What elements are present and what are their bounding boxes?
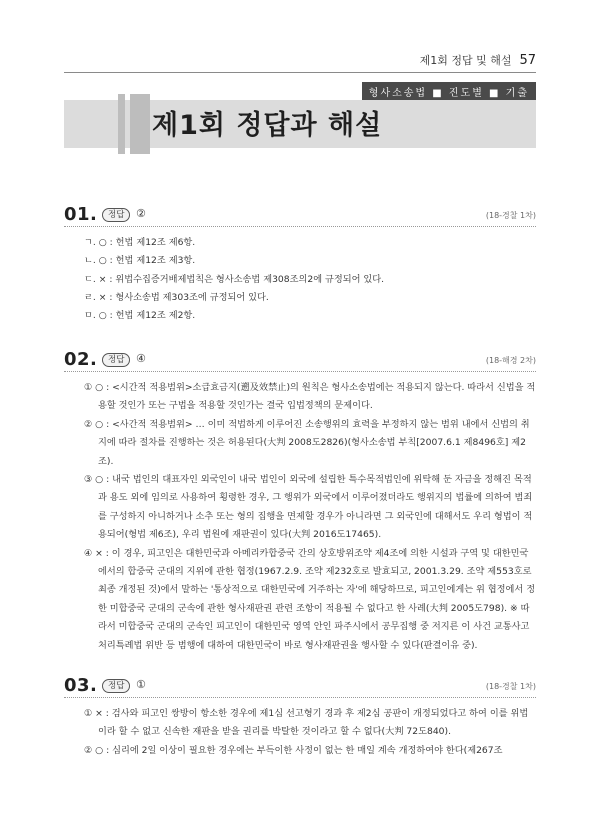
answer-badge: 정답 bbox=[102, 208, 130, 222]
explanation-item: ① × : 검사와 피고인 쌍방이 항소한 경우에 제1심 선고형기 경과 후 제2심 공판이 개정되었다고 하여 이를 위법이라 할 수 없고 신속한 재판을 받을 권리를 박탈한 것이라고 할 수 없다(大判 72도840). bbox=[84, 708, 529, 738]
running-head bbox=[420, 52, 536, 68]
explanation-item: ㅁ. ○ : 헌법 제12조 제2항. bbox=[84, 310, 196, 322]
question-01 bbox=[64, 204, 536, 324]
title-accent-bar-small bbox=[118, 94, 125, 154]
question-number: 02. bbox=[64, 349, 98, 370]
explanation-list bbox=[84, 234, 536, 325]
question-03 bbox=[64, 675, 536, 825]
question-header bbox=[64, 349, 536, 373]
explanation-item: ② ○ : 심리에 2일 이상이 필요한 경우에는 부득이한 사정이 없는 한 매일 계속 개정하여야 한다(제267조 bbox=[84, 744, 503, 756]
chapter-title: 제1회 정답과 해설 bbox=[152, 110, 383, 141]
question-source: (18-경찰 1차) bbox=[485, 682, 536, 691]
answer-value: ④ bbox=[136, 352, 146, 365]
header-rule bbox=[64, 72, 536, 73]
answer-badge: 정답 bbox=[102, 353, 130, 367]
subject-tag: 형사소송법 ■ 진도별 ■ 기출 bbox=[362, 82, 536, 101]
explanation-item: ㄱ. ○ : 헌법 제12조 제6항. bbox=[84, 237, 196, 248]
question-divider bbox=[64, 226, 536, 227]
question-header bbox=[64, 675, 536, 699]
question-number: 01. bbox=[64, 204, 98, 225]
explanation-item: ② ○ : <사간적 적용범위> … 이미 적법하게 이루어진 소송행위의 효력을 부정하지 않는 범위 내에서 신법의 취지에 따라 절차를 진행하는 것은 허용된다(大判 2008도2826)(형사소송법 부칙[2007.6.1 제8496호] 제2조). bbox=[84, 418, 530, 467]
question-source: (18-해경 2차) bbox=[485, 356, 536, 365]
answer-badge: 정답 bbox=[102, 679, 130, 693]
page-number: 57 bbox=[519, 53, 536, 68]
answer-value: ② bbox=[136, 207, 146, 220]
explanation-item: ③ ○ : 내국 법인의 대표자인 외국인이 내국 법인이 외국에 설립한 특수목적법인에 위탁해 둔 자금을 정해진 목적과 용도 외에 임의로 사용하여 횡령한 경우, 그 행위가 외국에서 이루어졌더라도 행위지의 법률에 의하여 범죄를 구성하지 아니하거나 소추 또는 형의 집행을 면제할 경우가 아니라면 그 외국인에 대해서도 우리 형법이 적용되어(형법 제6조), 우리 법원에 재판권이 있다(大判 2016도17465). bbox=[84, 474, 533, 541]
explanation-item: ㄹ. × : 형사소송법 제303조에 규정되어 있다. bbox=[84, 291, 269, 303]
question-divider bbox=[64, 371, 536, 372]
explanation-list bbox=[84, 379, 536, 655]
explanation-item: ㄷ. × : 위법수집증거배제법칙은 형사소송법 제308조의2에 규정되어 있다. bbox=[84, 273, 385, 285]
explanation-item: ① ○ : <시간적 적용범위>소급효금지(遡及效禁止)의 원칙은 형사소송법에는 적용되지 않는다. 따라서 신법을 적용할 것인가 또는 구법을 적용할 것인가는 결국 입법정책의 문제이다. bbox=[84, 382, 536, 412]
explanation-item: ㄴ. ○ : 헌법 제12조 제3항. bbox=[84, 255, 196, 267]
question-source: (18-경찰 1차) bbox=[485, 211, 536, 220]
explanation-item: ④ × : 이 경우, 피고인은 대한민국과 아메리카합중국 간의 상호방위조약 제4조에 의한 시설과 구역 및 대한민국에서의 합중국 군대의 지위에 관한 협정(1967.2.9. 조약 제232호로 발효되고, 2001.3.29. 조약 제553호로 최종 개정된 것)에서 말하는 '통상적으로 대한민국에 거주하는 자'에 해당하므로, 피고인에게는 위 협정에서 정한 미합중국 군대의 군속에 관한 형사재판권 관련 조항이 적용될 수 없다고 한 사례(大判 2005도798). ※ 따라서 미합중국 군대의 군속인 피고인이 대한민국 영역 안인 파주시에서 공무집행 중 저지른 이 사건 교통사고처리특례법 위반 등 범행에 대하여 대한민국이 바로 형사재판권을 행사할 수 있다(판결이유 중). bbox=[84, 547, 536, 651]
question-02 bbox=[64, 349, 536, 649]
question-number: 03. bbox=[64, 675, 98, 696]
title-accent-bar bbox=[130, 94, 150, 154]
explanation-list bbox=[84, 705, 536, 760]
running-head-chapter: 제1회 정답 및 해설 bbox=[419, 54, 512, 67]
question-header bbox=[64, 204, 536, 228]
answer-value: ① bbox=[136, 678, 146, 691]
question-divider bbox=[64, 697, 536, 698]
